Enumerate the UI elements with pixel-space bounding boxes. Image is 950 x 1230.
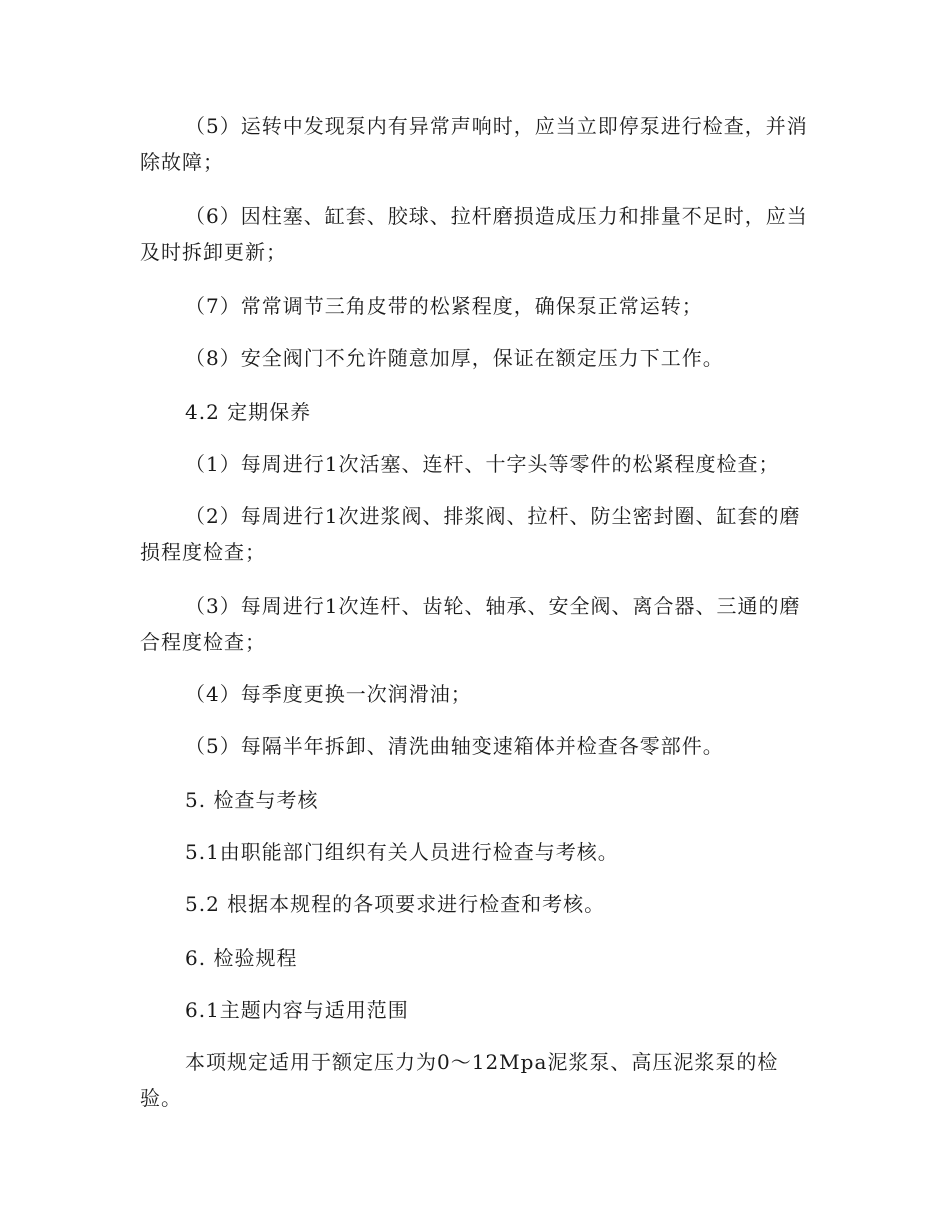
section-heading-5: 5. 检查与考核	[185, 788, 319, 812]
paragraph-item-6-wear-replacement: （6）因柱塞、缸套、胶球、拉杆磨损造成压力和排量不足时，应当及时拆卸更新；	[140, 204, 808, 264]
section-heading-6: 6. 检验规程	[185, 946, 298, 970]
paragraph-item-5-abnormal-noise: （5）运转中发现泵内有异常声响时，应当立即停泵进行检查，并消除故障；	[140, 114, 808, 174]
section-heading-5-2: 5.2 根据本规程的各项要求进行检查和考核。	[185, 892, 606, 916]
paragraph-maintenance-item-3: （3）每周进行1次连杆、齿轮、轴承、安全阀、离合器、三通的磨合程度检查；	[140, 594, 801, 654]
paragraph-maintenance-item-2: （2）每周进行1次进浆阀、排浆阀、拉杆、防尘密封圈、缸套的磨损程度检查；	[140, 504, 801, 564]
paragraph-maintenance-item-4: （4）每季度更换一次润滑油；	[185, 682, 472, 706]
paragraph-item-7-belt-adjustment: （7）常常调节三角皮带的松紧程度，确保泵正常运转；	[185, 294, 703, 318]
section-heading-5-1: 5.1由职能部门组织有关人员进行检查与考核。	[185, 840, 619, 864]
paragraph-maintenance-item-5: （5）每隔半年拆卸、清洗曲轴变速箱体并检查各零部件。	[185, 734, 724, 758]
section-heading-4-2: 4.2 定期保养	[185, 400, 312, 424]
section-heading-6-1: 6.1主题内容与适用范围	[185, 998, 409, 1022]
paragraph-item-8-safety-valve: （8）安全阀门不允许随意加厚，保证在额定压力下工作。	[185, 346, 724, 370]
paragraph-maintenance-item-1: （1）每周进行1次活塞、连杆、十字头等零件的松紧程度检查；	[185, 452, 780, 476]
paragraph-scope: 本项规定适用于额定压力为0～12Mpa泥浆泵、高压泥浆泵的检验。	[140, 1050, 779, 1110]
